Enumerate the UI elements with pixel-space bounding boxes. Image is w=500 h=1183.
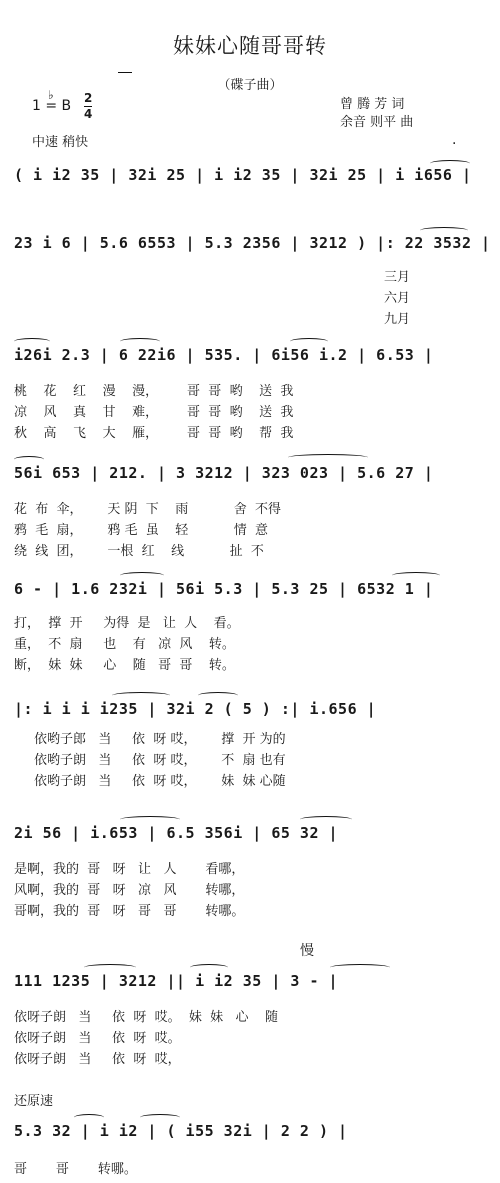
lyric-line: 依呀子朗 当 依 呀 哎。 妹 妹 心 随: [14, 1010, 279, 1025]
slur-mark: [300, 816, 352, 823]
notation-line-4: 56i 653 | 212. | 3 3212 | 323 023 | 5.6 27 |: [14, 464, 434, 482]
lyric-line: 哥啊，我的 哥 呀 哥 哥 转哪。: [14, 904, 245, 919]
lyric-line: 依呀子朗 当 依 呀 哎。: [14, 1031, 181, 1046]
credit-lyrics: 曾 腾 芳 词: [340, 97, 405, 112]
notation-line-6: |: i i i i235 | 32i 2 ( 5 ) :| i.656 |: [14, 700, 377, 718]
key-prefix: 1 =: [32, 98, 58, 114]
lyric-line: 风啊，我的 哥 呀 凉 风 转哪，: [14, 883, 245, 898]
notation-line-1: ( i i2 35 | 32i 25 | i i2 35 | 32i 25 | i i656 |: [14, 166, 472, 184]
slur-mark: [140, 1114, 180, 1121]
slur-mark: [74, 1114, 104, 1121]
time-signature: [84, 92, 92, 121]
slur-mark: [288, 454, 368, 461]
lyric-line: 绕 线 团， 一根 红 线 扯 不: [14, 544, 264, 559]
notation-line-9: 5.3 32 | i i2 | ( i55 32i | 2 2 ) |: [14, 1122, 348, 1140]
decorative-dash: [118, 72, 132, 73]
lyric-line: 凉 风 真 甘 难， 哥 哥 哟 送 我: [14, 405, 294, 420]
song-subtitle: （碟子曲）: [217, 78, 283, 93]
key-note: B: [61, 98, 72, 114]
lyric-line: 依哟子朗 当 依 呀 哎， 不 扇 也有: [34, 753, 286, 768]
flat-icon: ♭: [48, 88, 54, 102]
lyric-line: 依哟子朗 当 依 呀 哎， 妹 妹 心随: [34, 774, 286, 789]
verse-label-2: 六月: [384, 291, 411, 306]
meter-top: 2: [84, 91, 93, 105]
credit-music: 余音 则平 曲: [340, 115, 414, 130]
lyric-line: 断， 妹 妹 心 随 哥 哥 转。: [14, 658, 235, 673]
verse-label-1: 三月: [384, 270, 411, 285]
lyric-line: 花 布 伞， 天 阴 下 雨 舍 不得: [14, 502, 281, 517]
slur-mark: [14, 456, 44, 463]
lyric-line: 依哟子郎 当 依 呀 哎， 撑 开 为的: [34, 732, 286, 747]
lyric-line: 哥 哥 转哪。: [14, 1162, 137, 1177]
tempo-restore-marking: 还原速: [14, 1094, 54, 1109]
slur-mark: [420, 227, 468, 234]
key-signature: [32, 88, 93, 121]
tempo-slow-marking: 慢: [300, 943, 314, 959]
slur-mark: [392, 572, 440, 579]
lyric-line: 是啊，我的 哥 呀 让 人 看哪，: [14, 862, 245, 877]
notation-line-8: 111 1235 | 3212 || i i2 35 | 3 - |: [14, 972, 339, 990]
slur-mark: [120, 572, 164, 579]
tempo-marking: 中速 稍快: [32, 135, 89, 150]
credits: [340, 96, 413, 132]
lyric-line: 秋 高 飞 大 雁， 哥 哥 哟 帮 我: [14, 426, 294, 441]
meter-bottom: 4: [84, 107, 93, 121]
slur-mark: [120, 338, 160, 345]
slur-mark: [14, 338, 50, 345]
slur-mark: [290, 338, 328, 345]
notation-line-5: 6 - | 1.6 232i | 56i 5.3 | 5.3 25 | 6532 1 |: [14, 580, 434, 598]
verse-label-3: 九月: [384, 312, 411, 327]
slur-mark: [112, 692, 170, 699]
song-title: 妹妹心随哥哥转: [173, 34, 327, 58]
lyric-line: 重， 不 扇 也 有 凉 风 转。: [14, 637, 235, 652]
notation-line-2: 23 i 6 | 5.6 6553 | 5.3 2356 | 3212 ) |: 22 3532 |: [14, 234, 491, 252]
slur-mark: [198, 692, 238, 699]
slur-mark: [84, 964, 136, 971]
lyric-line: 鸦 毛 扇， 鸦 毛 虽 轻 情 意: [14, 523, 268, 538]
lyric-line: 打， 撑 开 为得 是 让 人 看。: [14, 616, 240, 631]
slur-mark: [330, 964, 390, 971]
slur-mark: [190, 964, 228, 971]
notation-line-3: i26i 2.3 | 6 22i6 | 535. | 6i56 i.2 | 6.53 |: [14, 346, 434, 364]
lyric-line: 桃 花 红 漫 漫， 哥 哥 哟 送 我: [14, 384, 294, 399]
slur-mark: [120, 816, 180, 823]
slur-mark: [430, 160, 470, 167]
notation-line-7: 2i 56 | i.653 | 6.5 356i | 65 32 |: [14, 824, 339, 842]
decorative-mark: ·: [452, 136, 457, 152]
lyric-line: 依呀子朗 当 依 呀 哎，: [14, 1052, 181, 1067]
